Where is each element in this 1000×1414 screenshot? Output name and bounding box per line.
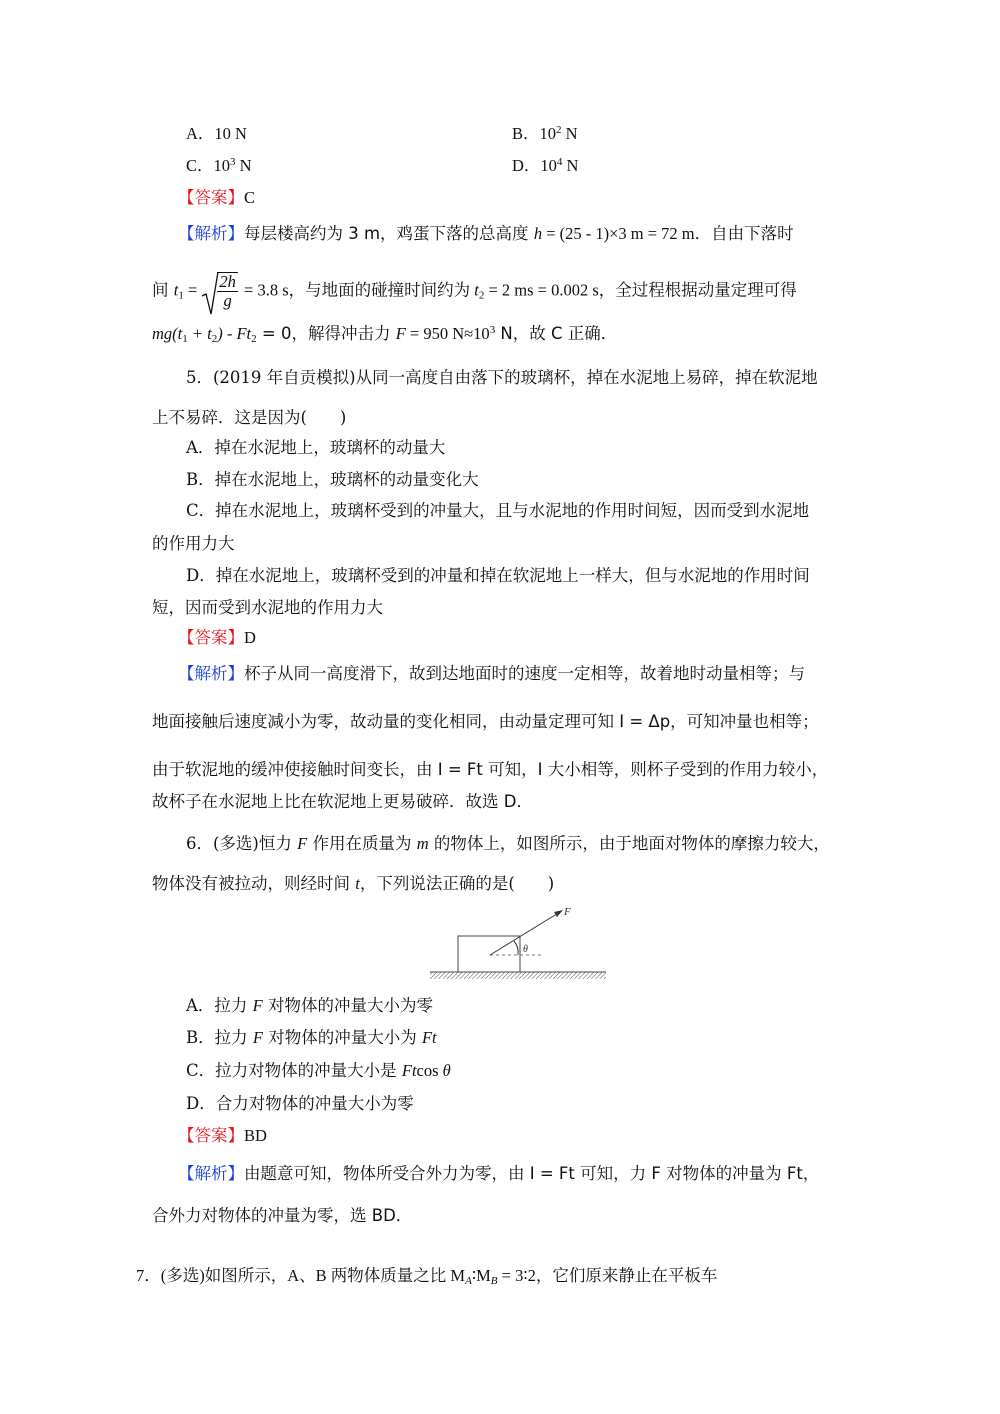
text: A．拉力 <box>186 996 253 1015</box>
q5-option-b: B．掉在水泥地上，玻璃杯的动量变化大 <box>186 470 479 489</box>
ground-hatch <box>430 972 606 979</box>
var-F: F <box>395 324 406 343</box>
option-label: A． <box>186 124 215 143</box>
var: F <box>252 1028 263 1047</box>
q5-option-d: D．掉在水泥地上，玻璃杯受到的冲量和掉在软泥地上一样大，但与水泥地的作用时间 <box>186 566 810 585</box>
exponent: 3 <box>230 156 236 168</box>
subscript: A <box>465 1275 472 1287</box>
q6-stem-line-2 <box>152 874 554 894</box>
q6-answer <box>178 1126 267 1146</box>
answer-value: D <box>244 628 256 647</box>
q5-analysis-line-2: 地面接触后速度减小为零，故动量的变化相同，由动量定理可知 I = Δp，可知冲量也相等； <box>152 712 819 731</box>
answer-tag: 【答案】 <box>178 1126 244 1145</box>
subscript: B <box>490 1275 498 1287</box>
exponent: 2 <box>556 124 562 136</box>
subscript: 2 <box>211 333 218 345</box>
text: 杯子从同一高度滑下，故到达地面时的速度一定相等，故着地时动量相等；与 <box>244 664 805 683</box>
text: = (25 - 1)×3 m = 72 m．自由下落时 <box>542 224 794 243</box>
var: F <box>252 996 263 1015</box>
q6-option-d: D．合力对物体的冲量大小为零 <box>186 1094 414 1113</box>
fraction <box>217 272 238 310</box>
text: ，下列说法正确的是( ) <box>359 874 555 893</box>
q6-stem-line-1 <box>186 834 830 854</box>
q4-option-c <box>186 156 252 176</box>
q5-stem-line-1: 5．(2019 年自贡模拟)从同一高度自由落下的玻璃杯，掉在水泥地上易碎，掉在软泥地 <box>186 368 818 387</box>
text: = 0，解得冲击力 <box>256 324 396 343</box>
answer-tag: 【答案】 <box>178 188 244 207</box>
text: B．拉力 <box>186 1028 253 1047</box>
numerator: 2h <box>219 272 236 291</box>
q5-analysis-line-3: 由于软泥地的缓冲使接触时间变长，由 I = Ft 可知，I 大小相等，则杯子受到的作用力较小， <box>152 760 829 779</box>
text: + t <box>187 324 212 343</box>
q6-analysis-line-1 <box>178 1164 819 1184</box>
q6-option-a <box>186 996 433 1016</box>
text: = 3∶2，它们原来静止在平板车 <box>497 1266 718 1285</box>
text: = 950 N≈10 <box>405 324 490 343</box>
var: Ft <box>401 1061 417 1080</box>
exponent: 4 <box>556 156 563 168</box>
answer-value: BD <box>244 1126 267 1145</box>
subscript: 1 <box>182 333 188 345</box>
text: ∶M <box>471 1266 491 1285</box>
q6-analysis-line-2: 合外力对物体的冲量为零，选 BD． <box>152 1206 413 1225</box>
q4-option-d <box>512 156 578 176</box>
q5-stem-line-2: 上不易碎．这是因为( ) <box>152 408 347 427</box>
subscript: 1 <box>178 289 184 302</box>
q4-analysis-line-3 <box>152 324 617 344</box>
text: 物体没有被拉动，则经时间 <box>152 874 356 893</box>
var-F: F <box>297 834 308 853</box>
angle-label: θ <box>523 944 528 955</box>
var-t: t <box>355 874 360 893</box>
q4-analysis-line-2 <box>152 272 797 310</box>
force-label: F <box>564 906 571 918</box>
text: mg(t <box>152 324 183 343</box>
block <box>458 936 520 972</box>
option-value: 10 <box>213 156 231 175</box>
unit: N <box>562 156 579 175</box>
subscript: 2 <box>478 289 485 302</box>
q4-option-a <box>186 124 247 144</box>
text: 7．(多选)如图所示，A、B 两物体质量之比 M <box>136 1266 466 1285</box>
q5-option-c-cont: 的作用力大 <box>152 534 235 553</box>
text: C．拉力对物体的冲量大小是 <box>186 1061 402 1080</box>
text: 对物体的冲量大小为零 <box>262 996 434 1015</box>
text: 每层楼高约为 3 m，鸡蛋下落的总高度 <box>244 224 534 243</box>
answer-value: C <box>244 188 256 207</box>
q5-analysis-line-1 <box>178 664 805 684</box>
angle-arc <box>514 941 518 955</box>
option-label: C． <box>186 156 214 175</box>
q5-analysis-line-4: 故杯子在水泥地上比在软泥地上更易破碎．故选 D． <box>152 792 533 811</box>
denominator: g <box>223 291 232 310</box>
text: = 2 ms = 0.002 s，全过程根据动量定理可得 <box>484 280 797 300</box>
sqrt-expression <box>201 272 240 310</box>
var-h: h <box>533 224 543 243</box>
q5-option-d-cont: 短，因而受到水泥地的作用力大 <box>152 598 383 617</box>
text: 作用在质量为 <box>307 834 417 853</box>
text: 由题意可知，物体所受合外力为零，由 I = Ft 可知，力 F 对物体的冲量为 Ft， <box>244 1164 820 1183</box>
arrow-head-icon <box>554 910 563 917</box>
subscript: 2 <box>251 333 257 345</box>
text: 对物体的冲量大小为 <box>262 1028 422 1047</box>
analysis-tag: 【解析】 <box>178 224 244 243</box>
var-t: t <box>474 280 479 300</box>
answer-tag: 【答案】 <box>178 628 244 647</box>
text: cos <box>416 1061 443 1080</box>
q6-option-c <box>186 1061 451 1081</box>
text: 6．(多选)恒力 <box>186 834 298 853</box>
block-force-figure <box>428 900 610 985</box>
var: Ft <box>421 1028 437 1047</box>
option-label: B． <box>512 124 540 143</box>
q4-option-b <box>512 124 578 144</box>
text: N，故 C 正确． <box>495 324 618 343</box>
var: θ <box>442 1061 451 1080</box>
text: ) - Ft <box>217 324 252 343</box>
option-value: 10 <box>539 124 557 143</box>
sqrt-radical-icon <box>201 270 219 316</box>
q4-answer <box>178 188 255 208</box>
q5-answer <box>178 628 256 648</box>
option-value: 10 <box>540 156 557 175</box>
q6-option-b <box>186 1028 437 1048</box>
option-value: 10 N <box>214 124 247 143</box>
text: = 3.8 s，与地面的碰撞时间约为 <box>239 280 475 300</box>
q5-option-a: A．掉在水泥地上，玻璃杯的动量大 <box>186 438 446 457</box>
analysis-tag: 【解析】 <box>178 1164 244 1183</box>
q7-stem <box>136 1266 717 1286</box>
text: 的物体上，如图所示，由于地面对物体的摩擦力较大， <box>428 834 830 853</box>
analysis-tag: 【解析】 <box>178 664 244 683</box>
q4-analysis-line-1 <box>178 224 794 244</box>
var-t: t <box>173 280 179 300</box>
unit: N <box>561 124 578 143</box>
exponent: 3 <box>489 324 496 336</box>
unit: N <box>235 156 252 175</box>
var-m: m <box>416 834 429 853</box>
text: = <box>183 280 202 300</box>
force-diagram <box>428 900 610 985</box>
option-label: D． <box>512 156 541 175</box>
text: 间 <box>152 280 174 300</box>
q5-option-c: C．掉在水泥地上，玻璃杯受到的冲量大，且与水泥地的作用时间短，因而受到水泥地 <box>186 501 810 520</box>
